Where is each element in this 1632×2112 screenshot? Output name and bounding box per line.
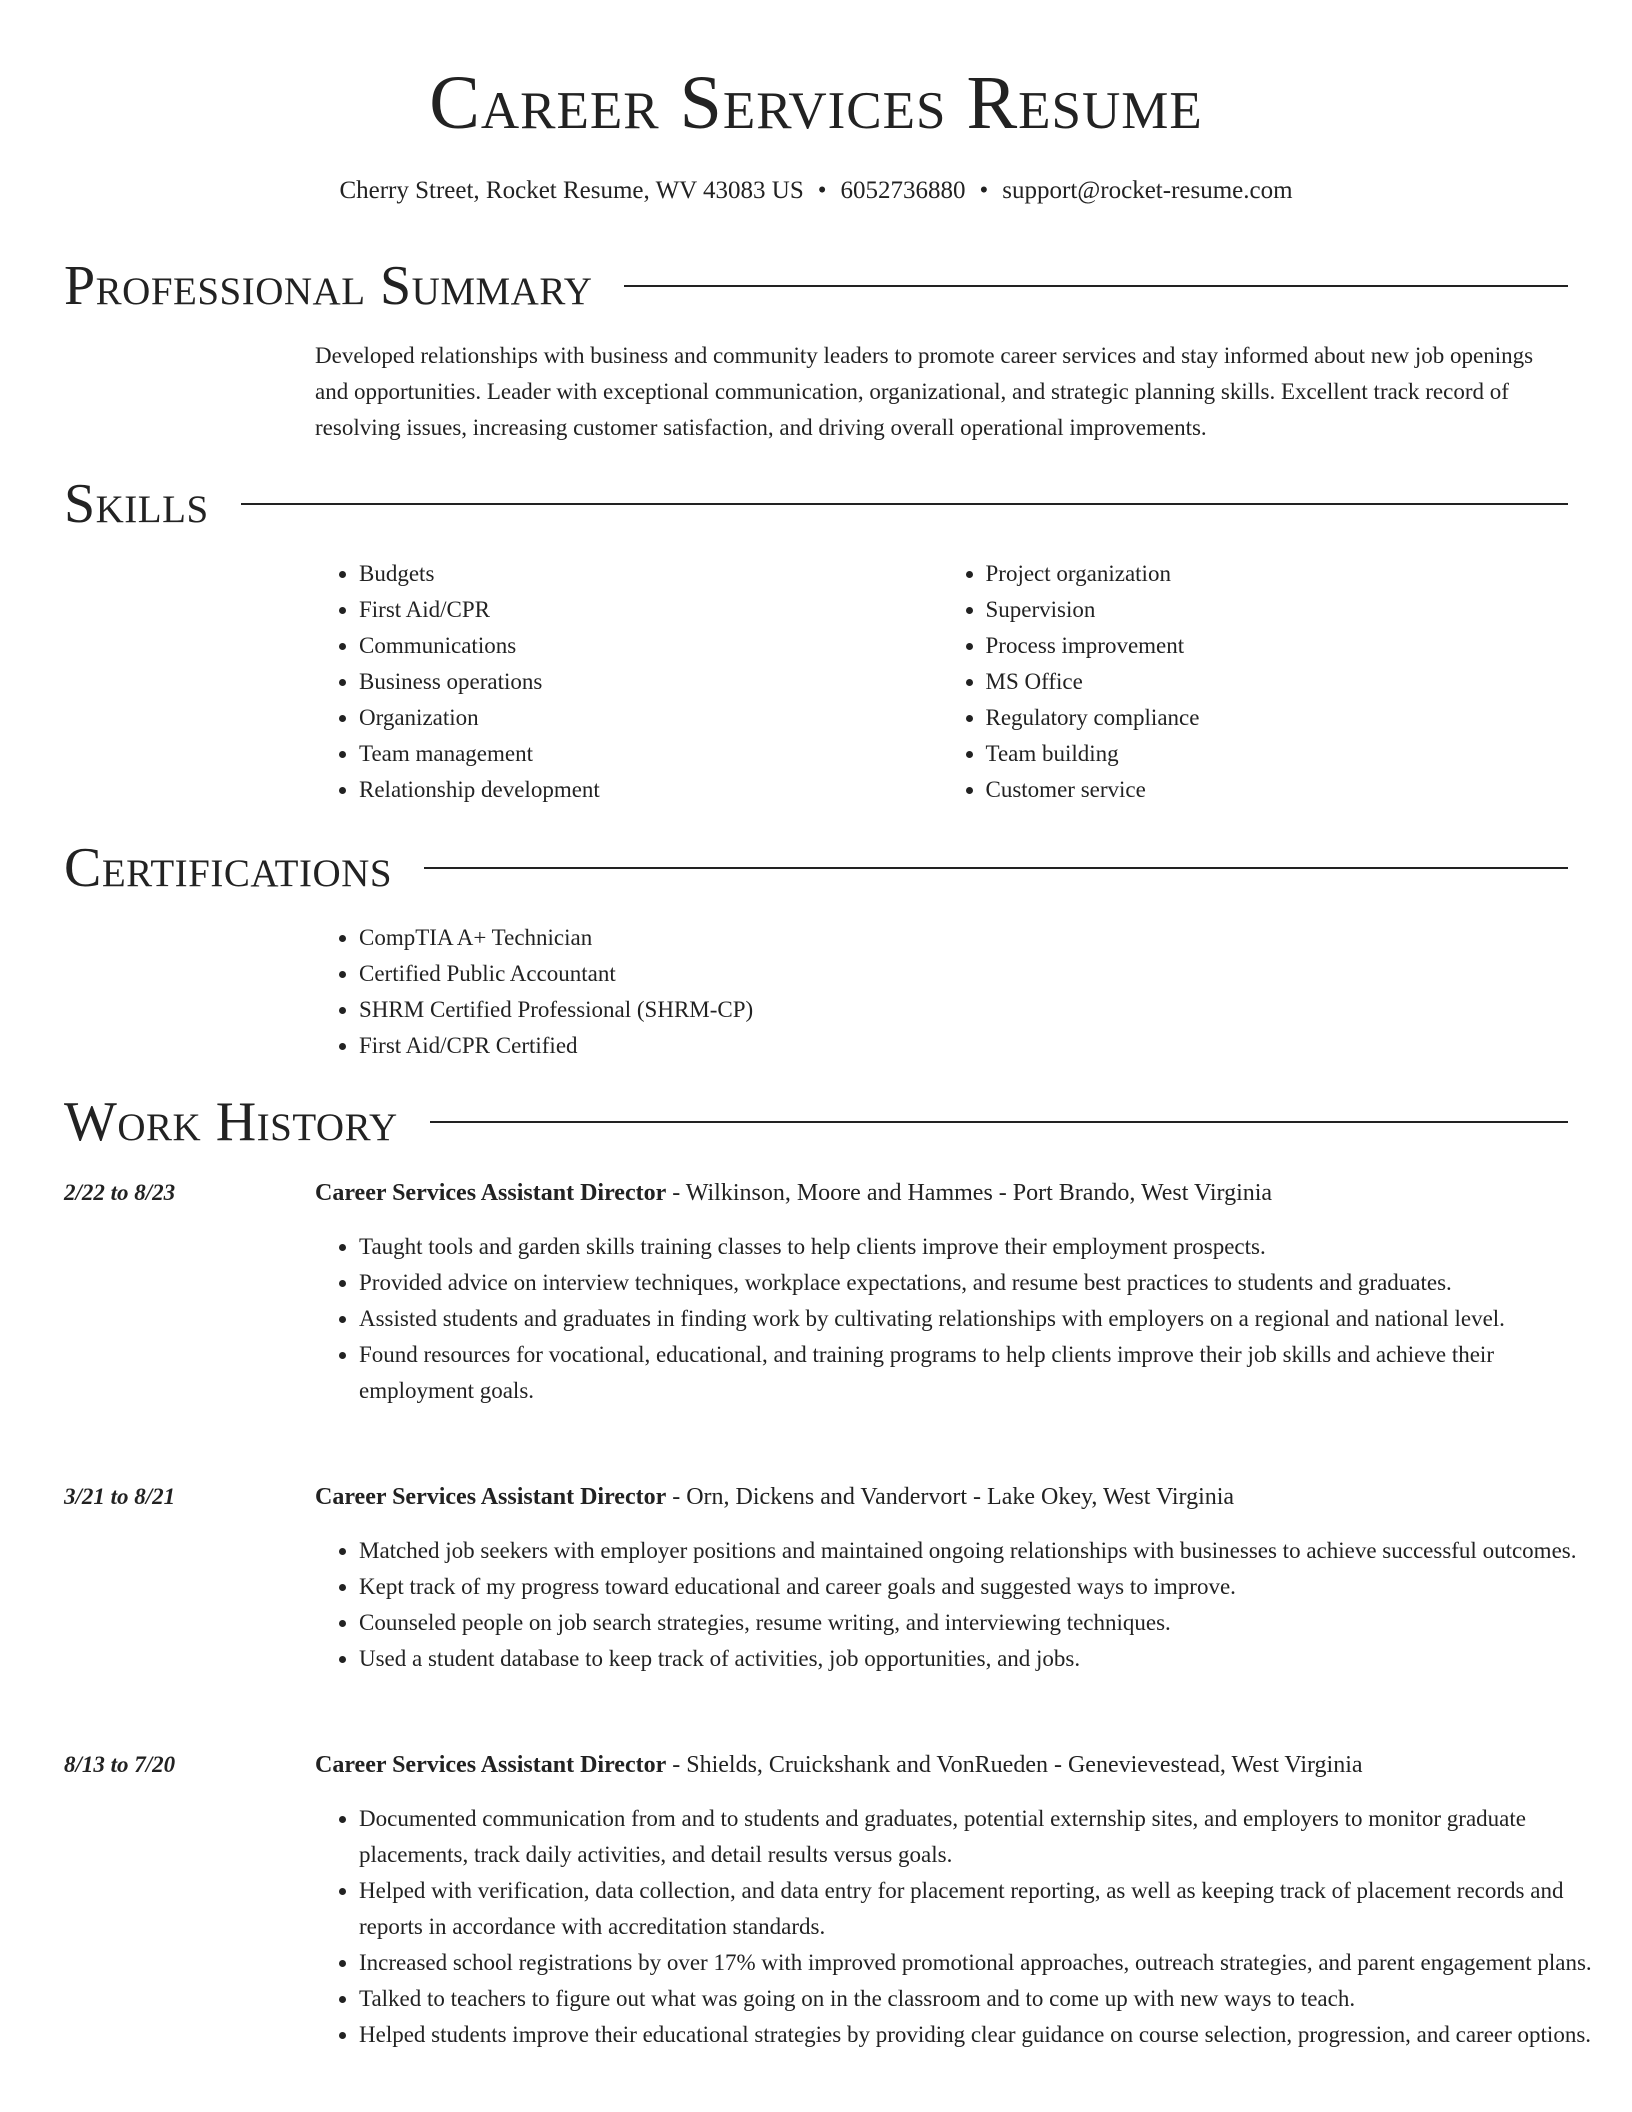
- skill-item: • Organization: [359, 700, 942, 736]
- certifications-list: [315, 920, 1568, 1064]
- certification-item: • SHRM Certified Professional (SHRM-CP): [359, 992, 1568, 1028]
- duty-item: • Documented communication from and to students and graduates, potential externship sites, and employers to monitor graduate placements, track daily activities, and detail results versus goals.: [359, 1801, 1612, 1873]
- skill-item: • Customer service: [986, 772, 1569, 808]
- contact-separator: •: [817, 177, 827, 204]
- duty-item: • Used a student database to keep track of activities, job opportunities, and jobs.: [359, 1641, 1612, 1677]
- job-heading: [315, 1747, 1568, 1783]
- contact-separator: •: [979, 177, 989, 204]
- skill-item: • Process improvement: [986, 628, 1569, 664]
- duty-item: • Matched job seekers with employer positions and maintained ongoing relationships with businesses to achieve successful outcomes.: [359, 1533, 1612, 1569]
- work-history-section-title: Work History: [64, 1091, 398, 1153]
- job-duties: [315, 1801, 1612, 2053]
- skill-item: • Supervision: [986, 592, 1569, 628]
- job-duties: [315, 1533, 1612, 1677]
- skill-item: • MS Office: [986, 664, 1569, 700]
- skill-item: • Budgets: [359, 556, 942, 592]
- skill-item: • Relationship development: [359, 772, 942, 808]
- section-divider: [241, 503, 1568, 505]
- skill-item: • Business operations: [359, 664, 942, 700]
- contact-line: [0, 174, 1632, 208]
- job-heading: [315, 1479, 1568, 1515]
- work-history-section-header: [64, 1090, 1568, 1154]
- certification-item: • Certified Public Accountant: [359, 956, 1568, 992]
- duty-item: • Helped with verification, data collection, and data entry for placement reporting, as well as keeping track of placement records and reports in accordance with accreditation standards.: [359, 1873, 1612, 1945]
- job-title: Career Services Assistant Director: [315, 1752, 667, 1778]
- skills-list-right: [942, 556, 1569, 808]
- job-employer-location: - Shields, Cruickshank and VonRueden - Genevievestead, West Virginia: [666, 1752, 1363, 1778]
- duty-item: • Kept track of my progress toward educational and career goals and suggested ways to improve.: [359, 1569, 1612, 1605]
- skill-item: • Project organization: [986, 556, 1569, 592]
- job-duties: [315, 1229, 1612, 1409]
- duty-item: • Assisted students and graduates in finding work by cultivating relationships with employers on a regional and national level.: [359, 1301, 1612, 1337]
- resume-name: Career Services Resume: [429, 61, 1203, 145]
- duty-item: • Provided advice on interview techniques, workplace expectations, and resume best practices to students and graduates.: [359, 1265, 1612, 1301]
- certification-item: • CompTIA A+ Technician: [359, 920, 1568, 956]
- job-dates: 2/22 to 8/23: [64, 1180, 176, 1205]
- duty-item: • Counseled people on job search strategies, resume writing, and interviewing techniques.: [359, 1605, 1612, 1641]
- skill-item: • Regulatory compliance: [986, 700, 1569, 736]
- summary-section-title: Professional Summary: [64, 255, 593, 317]
- skills-content: [315, 556, 1568, 808]
- skill-item: • First Aid/CPR: [359, 592, 942, 628]
- job-employer-location: - Orn, Dickens and Vandervort - Lake Okey, West Virginia: [666, 1484, 1235, 1510]
- contact-email: support@rocket-resume.com: [1002, 177, 1293, 204]
- duty-item: • Helped students improve their educational strategies by providing clear guidance on course selection, progression, and career options.: [359, 2017, 1612, 2053]
- contact-phone: 6052736880: [840, 177, 966, 204]
- skills-section-header: [64, 472, 1568, 536]
- job-title: Career Services Assistant Director: [315, 1180, 667, 1206]
- skill-item: • Communications: [359, 628, 942, 664]
- job-dates: 8/13 to 7/20: [64, 1752, 176, 1777]
- skill-item: • Team management: [359, 736, 942, 772]
- skills-section-title: Skills: [64, 473, 209, 535]
- duty-item: • Talked to teachers to figure out what was going on in the classroom and to come up with new ways to teach.: [359, 1981, 1612, 2017]
- summary-content: [315, 338, 1568, 446]
- section-divider: [424, 867, 1568, 869]
- skills-list-left: [315, 556, 942, 808]
- certifications-section-header: [64, 836, 1568, 900]
- section-divider: [430, 1121, 1568, 1123]
- summary-text: Developed relationships with business and community leaders to promote career services and stay informed about new job openings and opportunities. Leader with exceptional communication, organizational, and strategic planning skills. Excellent track record of resolving issues, increasing customer satisfaction, and driving overall operational improvements.: [315, 343, 1534, 440]
- job-title: Career Services Assistant Director: [315, 1484, 667, 1510]
- duty-item: • Taught tools and garden skills training classes to help clients improve their employment prospects.: [359, 1229, 1612, 1265]
- summary-section-header: [64, 254, 1568, 318]
- contact-address: Cherry Street, Rocket Resume, WV 43083 US: [339, 177, 804, 204]
- skill-item: • Team building: [986, 736, 1569, 772]
- job-employer-location: - Wilkinson, Moore and Hammes - Port Brando, West Virginia: [666, 1180, 1273, 1206]
- duty-item: • Increased school registrations by over 17% with improved promotional approaches, outreach strategies, and parent engagement plans.: [359, 1945, 1612, 1981]
- section-divider: [624, 285, 1568, 287]
- job-heading: [315, 1175, 1568, 1211]
- certifications-section-title: Certifications: [64, 837, 393, 899]
- certification-item: • First Aid/CPR Certified: [359, 1028, 1568, 1064]
- job-dates: 3/21 to 8/21: [64, 1484, 176, 1509]
- certifications-content: [315, 920, 1568, 1064]
- duty-item: • Found resources for vocational, educational, and training programs to help clients improve their job skills and achieve their employment goals.: [359, 1337, 1612, 1409]
